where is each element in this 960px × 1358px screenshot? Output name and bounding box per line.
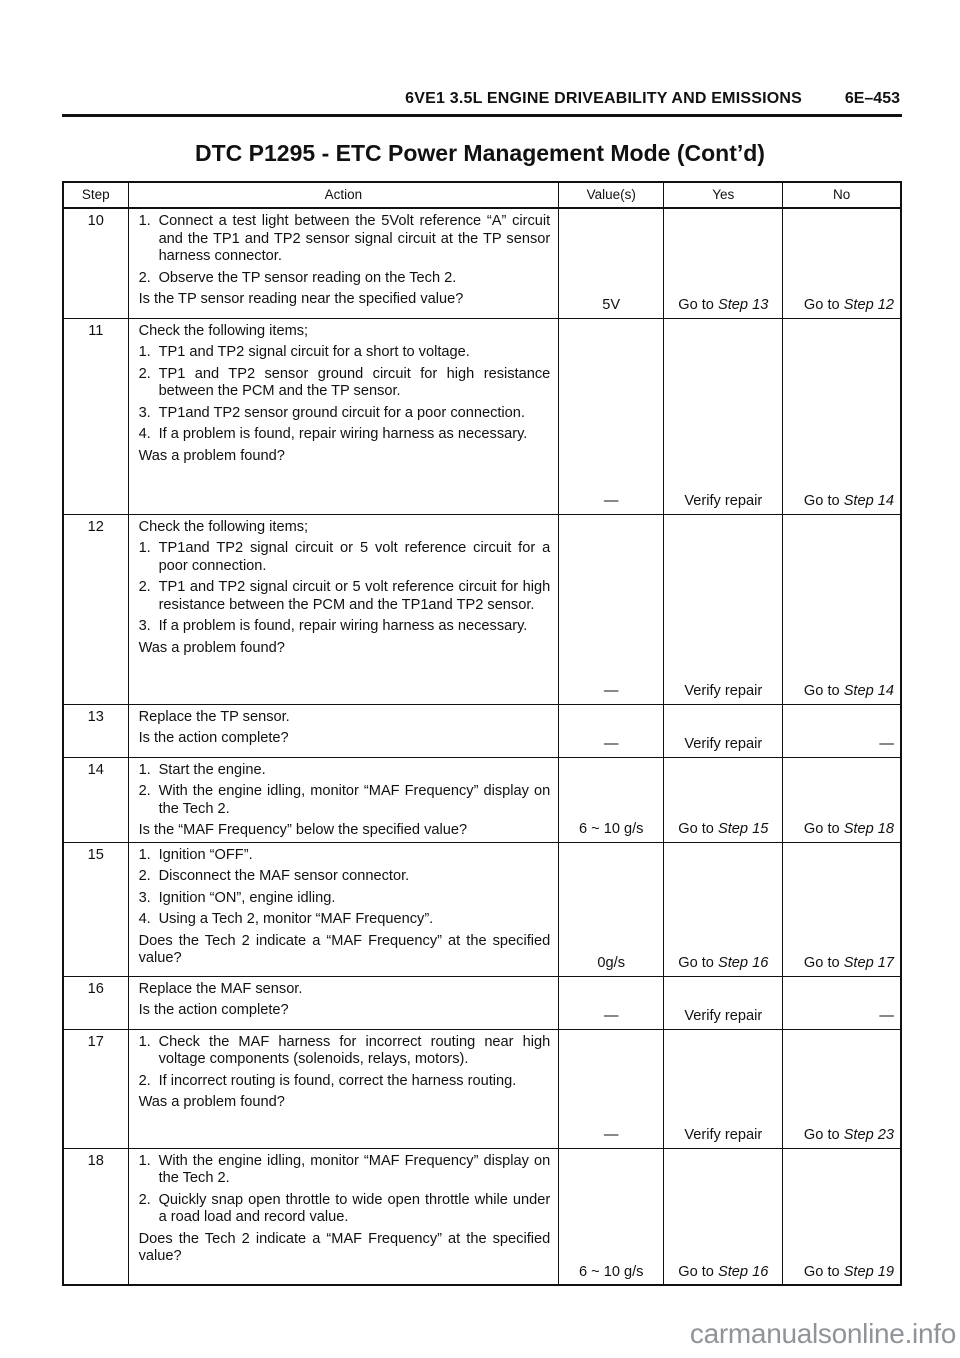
section-title: 6VE1 3.5L ENGINE DRIVEABILITY AND EMISSIONS — [405, 90, 802, 107]
step-number: 15 — [63, 842, 128, 976]
action-list-item — [139, 405, 551, 423]
value-cell: — — [559, 704, 664, 757]
no-step-ref: Step 12 — [843, 297, 894, 313]
list-item-text: With the engine idling, monitor “MAF Frequency” display on the Tech 2. — [158, 783, 551, 817]
list-item-number: 4. — [138, 426, 151, 442]
list-item-number: 2. — [138, 269, 151, 286]
action-question: Is the action complete? — [138, 1002, 289, 1018]
list-item-number: 1. — [138, 344, 151, 360]
no-text: Go to — [803, 493, 840, 509]
list-item-number: 1. — [138, 1152, 151, 1169]
list-item-text: TP1 and TP2 signal circuit for a short to voltage. — [158, 344, 470, 360]
action-list-item — [139, 213, 551, 266]
list-item-text: Connect a test light between the 5Volt reference “A” circuit and the TP1 and TP2 sensor signal circuit at the TP sensor harness connector. — [158, 213, 551, 264]
list-item-text: If incorrect routing is found, correct the harness routing. — [158, 1072, 517, 1089]
yes-cell — [664, 757, 783, 842]
action-list-item — [139, 1073, 551, 1091]
action-cell — [128, 1029, 559, 1148]
no-step-ref: Step 14 — [843, 493, 894, 509]
table-row — [63, 514, 901, 704]
list-item-number: 2. — [138, 579, 151, 595]
action-cell — [128, 976, 559, 1029]
watermark: carmanualsonline.info — [689, 1318, 956, 1349]
action-cell — [128, 208, 559, 318]
list-item-text: Start the engine. — [158, 761, 266, 778]
action-list-item — [139, 366, 551, 401]
action-cell — [128, 704, 559, 757]
no-step-ref: Step 18 — [843, 821, 894, 837]
column-header-action: Action — [128, 182, 559, 208]
list-item-number: 1. — [138, 213, 151, 229]
yes-text: Verify repair — [684, 493, 763, 509]
list-item-number: 1. — [138, 846, 151, 863]
value-cell: — — [559, 976, 664, 1029]
action-cell — [128, 318, 559, 514]
yes-text: Go to — [678, 297, 714, 313]
yes-cell — [664, 318, 783, 514]
column-header-values: Value(s) — [559, 182, 664, 208]
table-row — [63, 842, 901, 976]
yes-cell — [664, 1029, 783, 1148]
no-text: — — [879, 736, 894, 752]
action-cell — [128, 757, 559, 842]
table-row — [63, 757, 901, 842]
table-header-row — [63, 182, 901, 208]
list-item-text: With the engine idling, monitor “MAF Frequency” display on the Tech 2. — [158, 1152, 551, 1186]
page-header — [62, 86, 902, 117]
yes-step-ref: Step 16 — [718, 955, 769, 971]
no-text: Go to — [803, 955, 840, 971]
yes-step-ref: Step 13 — [718, 297, 769, 313]
table-row — [63, 318, 901, 514]
action-list-item — [139, 1034, 551, 1069]
step-number: 18 — [63, 1148, 128, 1285]
action-cell — [128, 842, 559, 976]
list-item-number: 2. — [138, 365, 151, 382]
action-question: Is the action complete? — [138, 730, 289, 746]
no-step-ref: Step 23 — [843, 1127, 894, 1143]
step-number: 13 — [63, 704, 128, 757]
no-cell — [783, 1148, 901, 1285]
table-row — [63, 704, 901, 757]
yes-text: Verify repair — [684, 683, 763, 699]
action-intro: Replace the MAF sensor. — [138, 980, 303, 997]
value-cell: 6 ~ 10 g/s — [559, 1148, 664, 1285]
action-question: Is the TP sensor reading near the specified value? — [138, 291, 464, 307]
yes-text: Go to — [678, 955, 714, 971]
list-item-number: 2. — [138, 868, 151, 884]
action-list-item — [139, 890, 551, 908]
action-list-item — [139, 1192, 551, 1227]
list-item-number: 1. — [138, 540, 151, 556]
no-cell — [783, 208, 901, 318]
action-list-item — [139, 762, 551, 780]
action-list-item — [139, 783, 551, 818]
list-item-number: 3. — [138, 404, 151, 421]
action-question: Is the “MAF Frequency” below the specified value? — [138, 822, 468, 838]
table-row — [63, 1148, 901, 1285]
no-text: Go to — [803, 297, 840, 313]
list-item-text: Ignition “ON”, engine idling. — [158, 889, 336, 906]
yes-cell — [664, 976, 783, 1029]
action-cell — [128, 1148, 559, 1285]
no-cell — [783, 976, 901, 1029]
list-item-number: 2. — [138, 1191, 151, 1208]
value-cell: — — [559, 1029, 664, 1148]
no-step-ref: Step 14 — [843, 683, 894, 699]
step-number: 11 — [63, 318, 128, 514]
table-row — [63, 976, 901, 1029]
no-cell — [783, 842, 901, 976]
action-list-item — [139, 540, 551, 575]
yes-cell — [664, 208, 783, 318]
no-text: Go to — [803, 821, 840, 837]
column-header-step: Step — [63, 182, 128, 208]
yes-text: Go to — [678, 1263, 714, 1280]
no-cell — [783, 757, 901, 842]
step-number: 14 — [63, 757, 128, 842]
yes-text: Verify repair — [684, 1008, 763, 1024]
list-item-text: Ignition “OFF”. — [158, 846, 253, 863]
no-step-ref: Step 17 — [843, 955, 894, 971]
value-cell: 6 ~ 10 g/s — [559, 757, 664, 842]
no-cell — [783, 514, 901, 704]
list-item-number: 1. — [138, 761, 151, 778]
action-list-item — [139, 579, 551, 614]
action-question: Does the Tech 2 indicate a “MAF Frequency” at the specified value? — [138, 1230, 551, 1264]
list-item-number: 3. — [138, 618, 151, 634]
action-question: Was a problem found? — [138, 447, 285, 464]
page-title: DTC P1295 - ETC Power Management Mode (Cont’d) — [195, 140, 765, 166]
action-list-item — [139, 911, 551, 929]
yes-cell — [664, 514, 783, 704]
value-cell: 5V — [559, 208, 664, 318]
action-question: Does the Tech 2 indicate a “MAF Frequency” at the specified value? — [138, 932, 551, 966]
list-item-text: TP1 and TP2 signal circuit or 5 volt reference circuit for high resistance between the PCM and the TP1and TP2 sensor. — [158, 579, 551, 613]
list-item-number: 2. — [138, 783, 151, 799]
value-cell: — — [559, 514, 664, 704]
yes-step-ref: Step 15 — [718, 821, 769, 837]
column-header-no: No — [783, 182, 901, 208]
action-intro: Replace the TP sensor. — [138, 708, 290, 725]
list-item-text: TP1and TP2 signal circuit or 5 volt reference circuit for a poor connection. — [158, 540, 551, 574]
diagnostic-table — [62, 181, 902, 1286]
action-list-item — [139, 618, 551, 636]
no-text: Go to — [803, 1127, 840, 1143]
no-text: Go to — [803, 1263, 840, 1280]
yes-text: Verify repair — [684, 1127, 763, 1143]
page-number: 6E–453 — [844, 90, 900, 107]
list-item-text: If a problem is found, repair wiring harness as necessary. — [158, 426, 528, 442]
value-cell: 0g/s — [559, 842, 664, 976]
action-question: Was a problem found? — [138, 1094, 285, 1110]
yes-cell — [664, 704, 783, 757]
step-number: 12 — [63, 514, 128, 704]
yes-cell — [664, 842, 783, 976]
action-list-item — [139, 847, 551, 865]
yes-text: Verify repair — [684, 736, 763, 752]
value-cell: — — [559, 318, 664, 514]
yes-text: Go to — [678, 821, 714, 837]
no-text: Go to — [803, 683, 840, 699]
no-cell — [783, 1029, 901, 1148]
list-item-text: Check the MAF harness for incorrect routing near high voltage components (solenoids, relays, motors). — [158, 1033, 551, 1067]
step-number: 16 — [63, 976, 128, 1029]
list-item-text: Observe the TP sensor reading on the Tech 2. — [158, 269, 457, 286]
no-cell — [783, 704, 901, 757]
step-number: 17 — [63, 1029, 128, 1148]
action-list-item — [139, 426, 551, 444]
list-item-number: 1. — [138, 1033, 151, 1050]
no-cell — [783, 318, 901, 514]
list-item-text: If a problem is found, repair wiring harness as necessary. — [158, 618, 528, 634]
column-header-yes: Yes — [664, 182, 783, 208]
list-item-text: TP1 and TP2 sensor ground circuit for high resistance between the PCM and the TP sensor. — [158, 365, 551, 399]
yes-step-ref: Step 16 — [718, 1263, 769, 1280]
action-list-item — [139, 344, 551, 362]
list-item-number: 4. — [138, 911, 151, 927]
list-item-text: TP1and TP2 sensor ground circuit for a poor connection. — [158, 404, 525, 421]
step-number: 10 — [63, 208, 128, 318]
list-item-text: Disconnect the MAF sensor connector. — [158, 868, 410, 884]
action-cell — [128, 514, 559, 704]
list-item-text: Quickly snap open throttle to wide open throttle while under a road load and record value. — [158, 1191, 551, 1225]
no-step-ref: Step 19 — [843, 1263, 894, 1280]
no-text: — — [879, 1008, 894, 1024]
table-body — [63, 208, 901, 1285]
list-item-number: 3. — [138, 889, 151, 906]
action-intro: Check the following items; — [138, 322, 309, 339]
yes-cell — [664, 1148, 783, 1285]
action-list-item — [139, 270, 551, 288]
table-row — [63, 1029, 901, 1148]
action-list-item — [139, 868, 551, 886]
table-row — [63, 208, 901, 318]
action-intro: Check the following items; — [138, 518, 309, 535]
action-list-item — [139, 1153, 551, 1188]
list-item-number: 2. — [138, 1072, 151, 1089]
action-question: Was a problem found? — [138, 639, 285, 656]
list-item-text: Using a Tech 2, monitor “MAF Frequency”. — [158, 911, 434, 927]
